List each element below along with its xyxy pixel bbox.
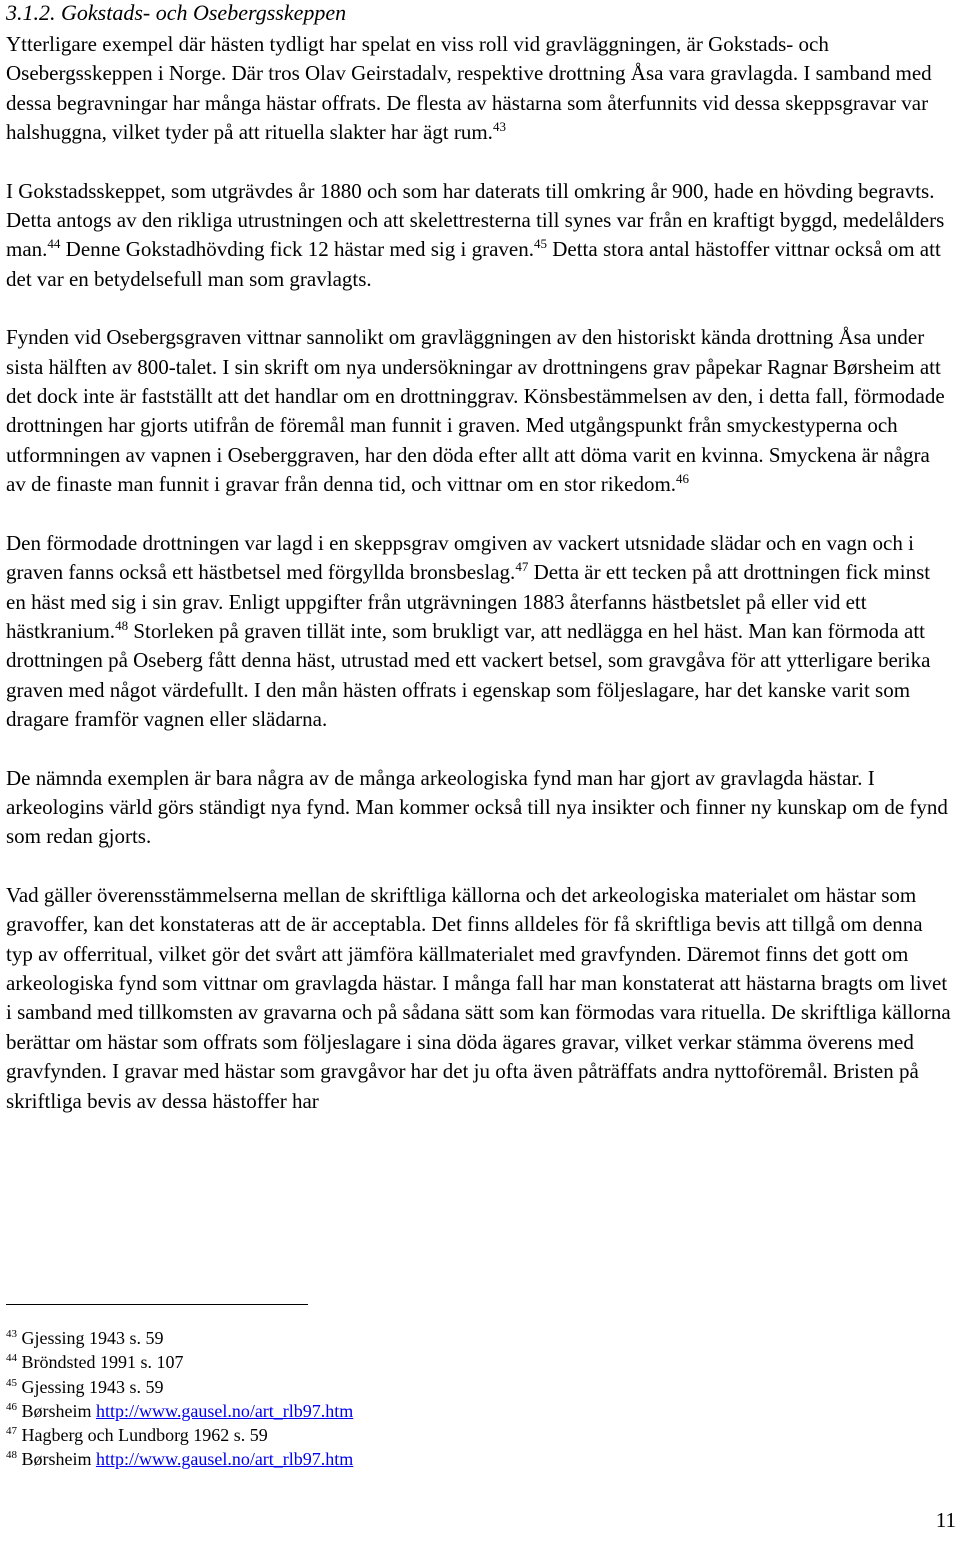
page-number: 11 — [935, 1508, 956, 1532]
footnote-text: Børsheim — [17, 1449, 96, 1470]
footnote-ref: 47 — [515, 559, 529, 575]
body-text — [6, 30, 952, 1145]
footnote-number: 47 — [6, 1425, 17, 1438]
footnote — [6, 1423, 353, 1447]
footnote — [6, 1399, 353, 1423]
footnote-text: Gjessing 1943 s. 59 — [17, 1328, 164, 1348]
paragraph-text: Fynden vid Osebergsgraven vittnar sannolikt om gravläggningen av den historiskt kända drottning Åsa under sista hälften av 800-talet. I sin skrift om nya undersökningar av drottningens grav påpekar Ragnar Børsheim att det dock inte är fastställt att det handlar om en drottninggrav. Könsbestämmelsen av den, i detta fall, förmodade drottningen har gjorts utifrån de föremål man funnit i graven. Med utgångspunkt från smyckestyperna och utformningen av vapnen i Oseberggraven, har den döda efter allt att döma varit en kvinna. Smyckena är några av de finaste man funnit i gravar från denna tid, och vittnar om en stor rikedom. — [6, 325, 945, 497]
paragraph — [6, 30, 952, 148]
paragraph — [6, 323, 952, 499]
paragraph-text: Den förmodade drottningen var lagd i en skeppsgrav omgiven av vackert utsnidade slädar och en vagn och i graven fanns också ett hästbetsel med förgyllda bronsbeslag. — [6, 530, 914, 585]
paragraph-text: De nämnda exemplen är bara några av de många arkeologiska fynd man har gjort av gravlagda hästar. I arkeologins värld görs ständigt nya fynd. Man kommer också till nya insikter och finner ny kunskap om de fynd som redan gjorts. — [6, 765, 948, 849]
footnote-number: 43 — [6, 1328, 17, 1340]
footnote-ref: 45 — [533, 236, 547, 252]
footnote-text: Bröndsted 1991 s. 107 — [17, 1352, 184, 1373]
footnote-text: Hagberg och Lundborg 1962 s. 59 — [17, 1425, 268, 1446]
footnote-ref: 48 — [115, 617, 129, 633]
footnote — [6, 1350, 353, 1374]
paragraph-text: I Gokstadsskeppet, som utgrävdes år 1880 och som har daterats till omkring år 900, hade en hövding begravts. Detta antogs av den rikliga utrustningen och att skelettresterna till synes var från en kraftigt byggd, medelålders man. — [6, 178, 945, 262]
paragraph — [6, 764, 952, 852]
footnote-text: Gjessing 1943 s. 59 — [17, 1376, 164, 1397]
footnote-link[interactable]: http://www.gausel.no/art_rlb97.htm — [96, 1400, 354, 1421]
paragraph-text: Storleken på graven tillät inte, som brukligt var, att nedlägga en hel häst. Man kan förmoda att drottningen på Oseberg fått denna häst, utrustad med ett vackert betsel, som gravgåva för att ytterligare berika graven med något värdefullt. I den mån hästen offrats i egenskap som följeslagare, har det kanske varit som dragare framför vagnen eller slädarna. — [6, 618, 931, 732]
footnote-number: 44 — [6, 1352, 17, 1365]
paragraph — [6, 881, 952, 1116]
footnotes — [6, 1326, 353, 1472]
paragraph-text: Detta stora antal hästoffer vittnar också om att det var en betydelsefull man som gravlagts. — [6, 237, 941, 291]
footnote-separator — [6, 1304, 308, 1305]
paragraph-text: Denne Gokstadhövding fick 12 hästar med sig i graven. — [60, 237, 534, 262]
footnote-number: 48 — [6, 1449, 17, 1462]
footnote-ref: 46 — [676, 471, 690, 487]
section-heading: 3.1.2. Gokstads- och Osebergsskeppen — [6, 0, 347, 25]
paragraph — [6, 177, 952, 295]
footnote-text: Børsheim — [17, 1400, 96, 1421]
footnote-link[interactable]: http://www.gausel.no/art_rlb97.htm — [96, 1449, 354, 1470]
footnote — [6, 1326, 353, 1350]
paragraph — [6, 529, 952, 735]
footnote-number: 45 — [6, 1376, 17, 1389]
paragraph-text: Vad gäller överensstämmelserna mellan de skriftliga källorna och det arkeologiska materialet om hästar som gravoffer, kan det konstateras att de är acceptabla. Det finns alldeles för få skriftliga bevis att tillgå om denna typ av offerritual, vilket gör det svårt att jämföra källmaterialet med gravfynden. Däremot finns det gott om arkeologiska fynd som vittnar om gravlagda hästar. I många fall har man konstaterat att hästarna bragts om livet i samband med tillkomsten av gravarna och på sådana sätt som kan förmodas vara rituella. De skriftliga källorna berättar om hästar som offrats som följeslagare i sina döda ägares gravar, vilket verkar stämma överens med gravfynden. I gravar med hästar som gravgåvor har det ju ofta även påträffats andra nyttoföremål. Bristen på skriftliga bevis av dessa hästoffer har — [6, 882, 951, 1113]
paragraph-text: Ytterligare exempel där hästen tydligt har spelat en viss roll vid gravläggningen, är Gokstads- och Osebergsskeppen i Norge. Där tros Olav Geirstadalv, respektive drottning Åsa vara gravlagda. I samband med dessa begravningar har många hästar offrats. De flesta av hästarna som återfunnits vid dessa skeppsgravar var halshuggna, vilket tyder på att rituella slakter har ägt rum. — [6, 32, 932, 145]
footnote — [6, 1375, 353, 1399]
footnote-ref: 44 — [47, 236, 61, 252]
footnote-number: 46 — [6, 1400, 17, 1413]
footnote-ref: 43 — [492, 119, 506, 135]
paragraph-text: Detta är ett tecken på att drottningen fick minst en häst med sig i sin grav. Enligt uppgifter från utgrävningen 1883 återfanns hästbetslet på eller vid ett hästkranium. — [6, 560, 931, 643]
footnote — [6, 1447, 353, 1471]
